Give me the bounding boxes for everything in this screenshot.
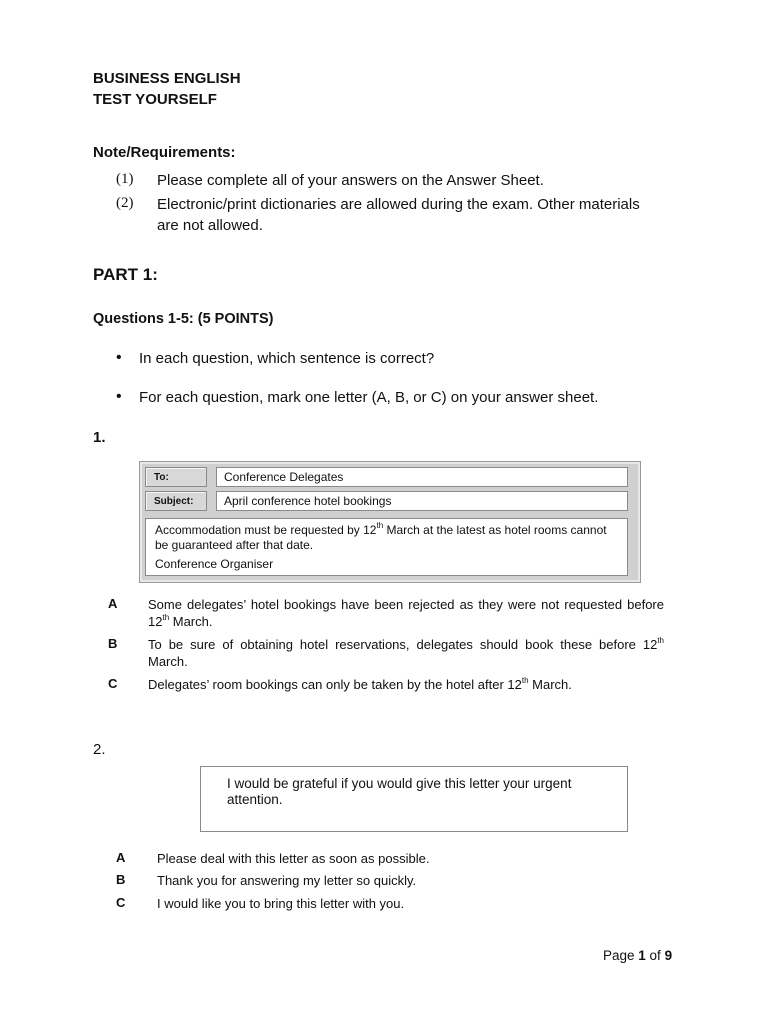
page-indicator: Page 1 of 9 bbox=[603, 948, 673, 963]
instruction-item: For each question, mark one letter (A, B, or C) on your answer sheet. bbox=[139, 389, 599, 406]
questions-heading: Questions 1-5: (5 POINTS) bbox=[93, 311, 274, 327]
memo-subject-value: April conference hotel bookings bbox=[216, 491, 628, 511]
memo-signature: Conference Organiser bbox=[155, 557, 274, 571]
memo-subject-label: Subject: bbox=[145, 491, 207, 511]
memo-message: Accommodation must be requested by 12th March at the latest as hotel rooms cannot be guaranteed after that date. bbox=[155, 521, 607, 552]
document-subtitle: TEST YOURSELF bbox=[93, 91, 217, 108]
requirement-text: Electronic/print dictionaries are allowed during the exam. Other materials bbox=[157, 196, 640, 213]
document-title: BUSINESS ENGLISH bbox=[93, 70, 241, 87]
question-number: 1. bbox=[93, 429, 106, 446]
option-text: To be sure of obtaining hotel reservations, delegates should book these before 12th March. bbox=[148, 635, 664, 669]
option-text: I would like you to bring this letter with you. bbox=[157, 896, 405, 911]
requirement-text: Please complete all of your answers on the Answer Sheet. bbox=[157, 172, 544, 189]
requirement-text-continued: are not allowed. bbox=[157, 217, 263, 234]
question-number: 2. bbox=[93, 741, 106, 758]
bullet-icon: • bbox=[116, 349, 122, 366]
instruction-item: In each question, which sentence is correct? bbox=[139, 350, 435, 367]
option-letter: B bbox=[116, 872, 126, 887]
option-text: Delegates’ room bookings can only be taken by the hotel after 12th March. bbox=[148, 675, 572, 692]
option-text: Some delegates’ hotel bookings have been rejected as they were not requested before 12th March. bbox=[148, 597, 664, 629]
option-text: Thank you for answering my letter so quickly. bbox=[157, 873, 417, 888]
requirement-number: (1) bbox=[116, 171, 134, 187]
note-heading: Note/Requirements: bbox=[93, 144, 236, 161]
part-heading: PART 1: bbox=[93, 265, 158, 284]
bullet-icon: • bbox=[116, 388, 122, 405]
option-letter: A bbox=[108, 596, 118, 611]
sentence-box: I would be grateful if you would give this letter your urgent attention. bbox=[200, 766, 628, 832]
memo-to-value: Conference Delegates bbox=[216, 467, 628, 487]
option-text: Please deal with this letter as soon as possible. bbox=[157, 851, 430, 866]
option-letter: A bbox=[116, 850, 126, 865]
memo-to-label: To: bbox=[145, 467, 207, 487]
option-letter: B bbox=[108, 636, 118, 651]
requirement-number: (2) bbox=[116, 195, 134, 211]
option-letter: C bbox=[116, 895, 126, 910]
memo-box bbox=[139, 461, 641, 583]
memo-body bbox=[145, 518, 628, 576]
option-letter: C bbox=[108, 676, 118, 691]
